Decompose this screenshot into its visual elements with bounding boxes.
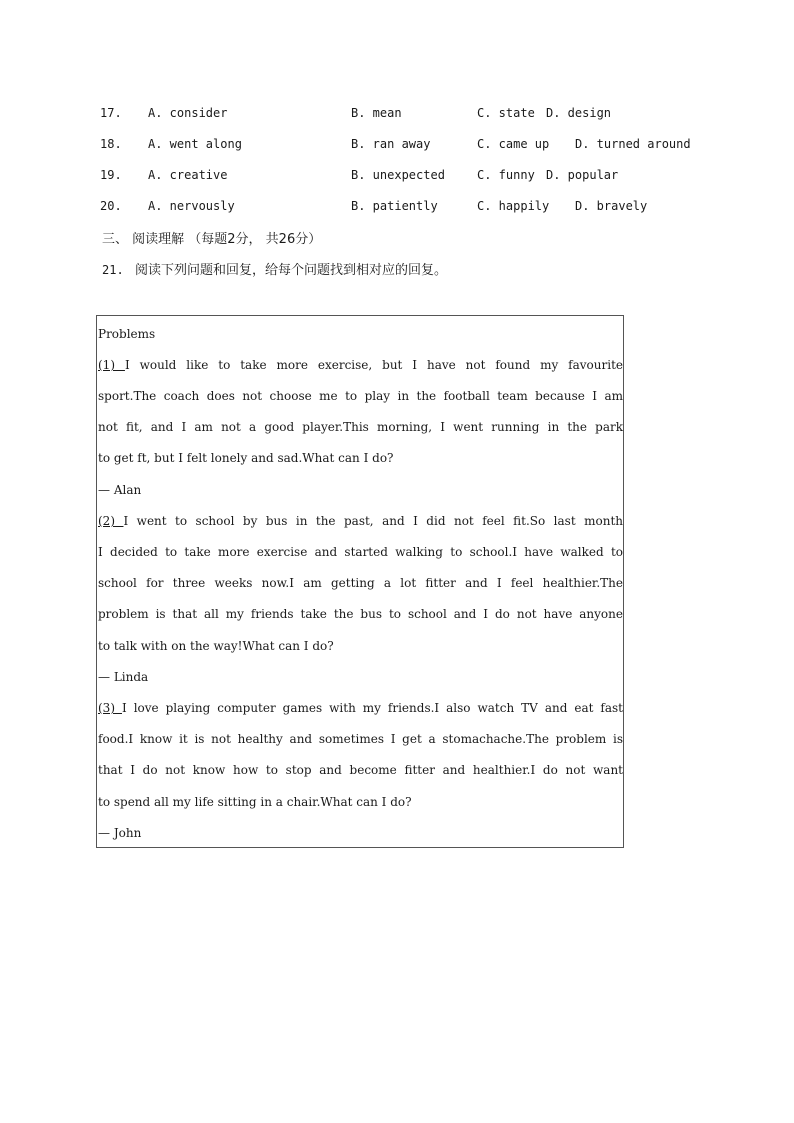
problem-3-line-3: that I do not know how to stop and become fitter and healthier.I do not want xyxy=(98,763,623,777)
problem-1-line-4: to get ft, but I felt lonely and sad.What can I do? xyxy=(98,451,394,465)
problem-2-line-5: to talk with on the way!What can I do? xyxy=(98,639,334,653)
question-number: 18. xyxy=(100,137,122,151)
problem-2-signature: — Linda xyxy=(98,670,149,684)
question-number: 17. xyxy=(100,106,122,120)
problem-2-line-4: problem is that all my friends take the bus to school and I do not have anyone xyxy=(98,607,623,621)
problem-text: I love playing computer games with my friends.I also watch TV and eat fast xyxy=(121,701,623,715)
option-a: A. creative xyxy=(148,168,228,182)
option-d: D. popular xyxy=(546,168,619,182)
problem-1-signature: — Alan xyxy=(98,483,142,497)
option-c: C. state xyxy=(477,106,535,120)
problem-3-signature: — John xyxy=(98,826,142,840)
question-number: 21. xyxy=(102,263,124,277)
option-b: B. unexpected xyxy=(351,168,445,182)
option-c: C. happily xyxy=(477,199,550,213)
problem-marker: (1) xyxy=(98,358,125,372)
option-c: C. funny xyxy=(477,168,535,182)
problems-box xyxy=(96,315,624,848)
problems-title: Problems xyxy=(98,327,156,341)
option-d: D. turned around xyxy=(575,137,691,151)
option-c: C. came up xyxy=(477,137,550,151)
problem-text: I went to school by bus in the past, and I did not feel fit.So last month xyxy=(123,514,623,528)
question-number: 20. xyxy=(100,199,122,213)
instruction-text: 阅读下列问题和回复，给每个问题找到相对应的回复。 xyxy=(135,263,448,278)
problem-2-line-3: school for three weeks now.I am getting a lot fitter and I feel healthier.The xyxy=(98,576,623,590)
option-d: D. bravely xyxy=(575,199,648,213)
option-b: B. patiently xyxy=(351,199,438,213)
problem-1-line-1 xyxy=(98,356,623,374)
option-a: A. went along xyxy=(148,137,242,151)
problem-2-line-2: I decided to take more exercise and started walking to school.I have walked to xyxy=(98,545,623,559)
problem-2-line-1 xyxy=(98,512,623,530)
problem-1-line-2: sport.The coach does not choose me to play in the football team because I am xyxy=(98,389,623,403)
section-heading: 三、 阅读理解 （每题2分， 共26分） xyxy=(102,232,322,247)
option-d: D. design xyxy=(546,106,612,120)
option-b: B. mean xyxy=(351,106,402,120)
problem-3-line-2: food.I know it is not healthy and sometimes I get a stomachache.The problem is xyxy=(98,732,623,746)
problem-3-line-4: to spend all my life sitting in a chair.What can I do? xyxy=(98,795,412,809)
problem-marker: (2) xyxy=(98,514,124,528)
problem-text: I would like to take more exercise, but I have not found my favourite xyxy=(124,358,624,372)
problem-3-line-1 xyxy=(98,699,623,717)
question-number: 19. xyxy=(100,168,122,182)
problem-marker: (3) xyxy=(98,701,122,715)
option-b: B. ran away xyxy=(351,137,431,151)
option-a: A. consider xyxy=(148,106,228,120)
problem-1-line-3: not fit, and I am not a good player.This morning, I went running in the park xyxy=(98,420,623,434)
option-a: A. nervously xyxy=(148,199,235,213)
question-21-instruction xyxy=(102,259,447,278)
